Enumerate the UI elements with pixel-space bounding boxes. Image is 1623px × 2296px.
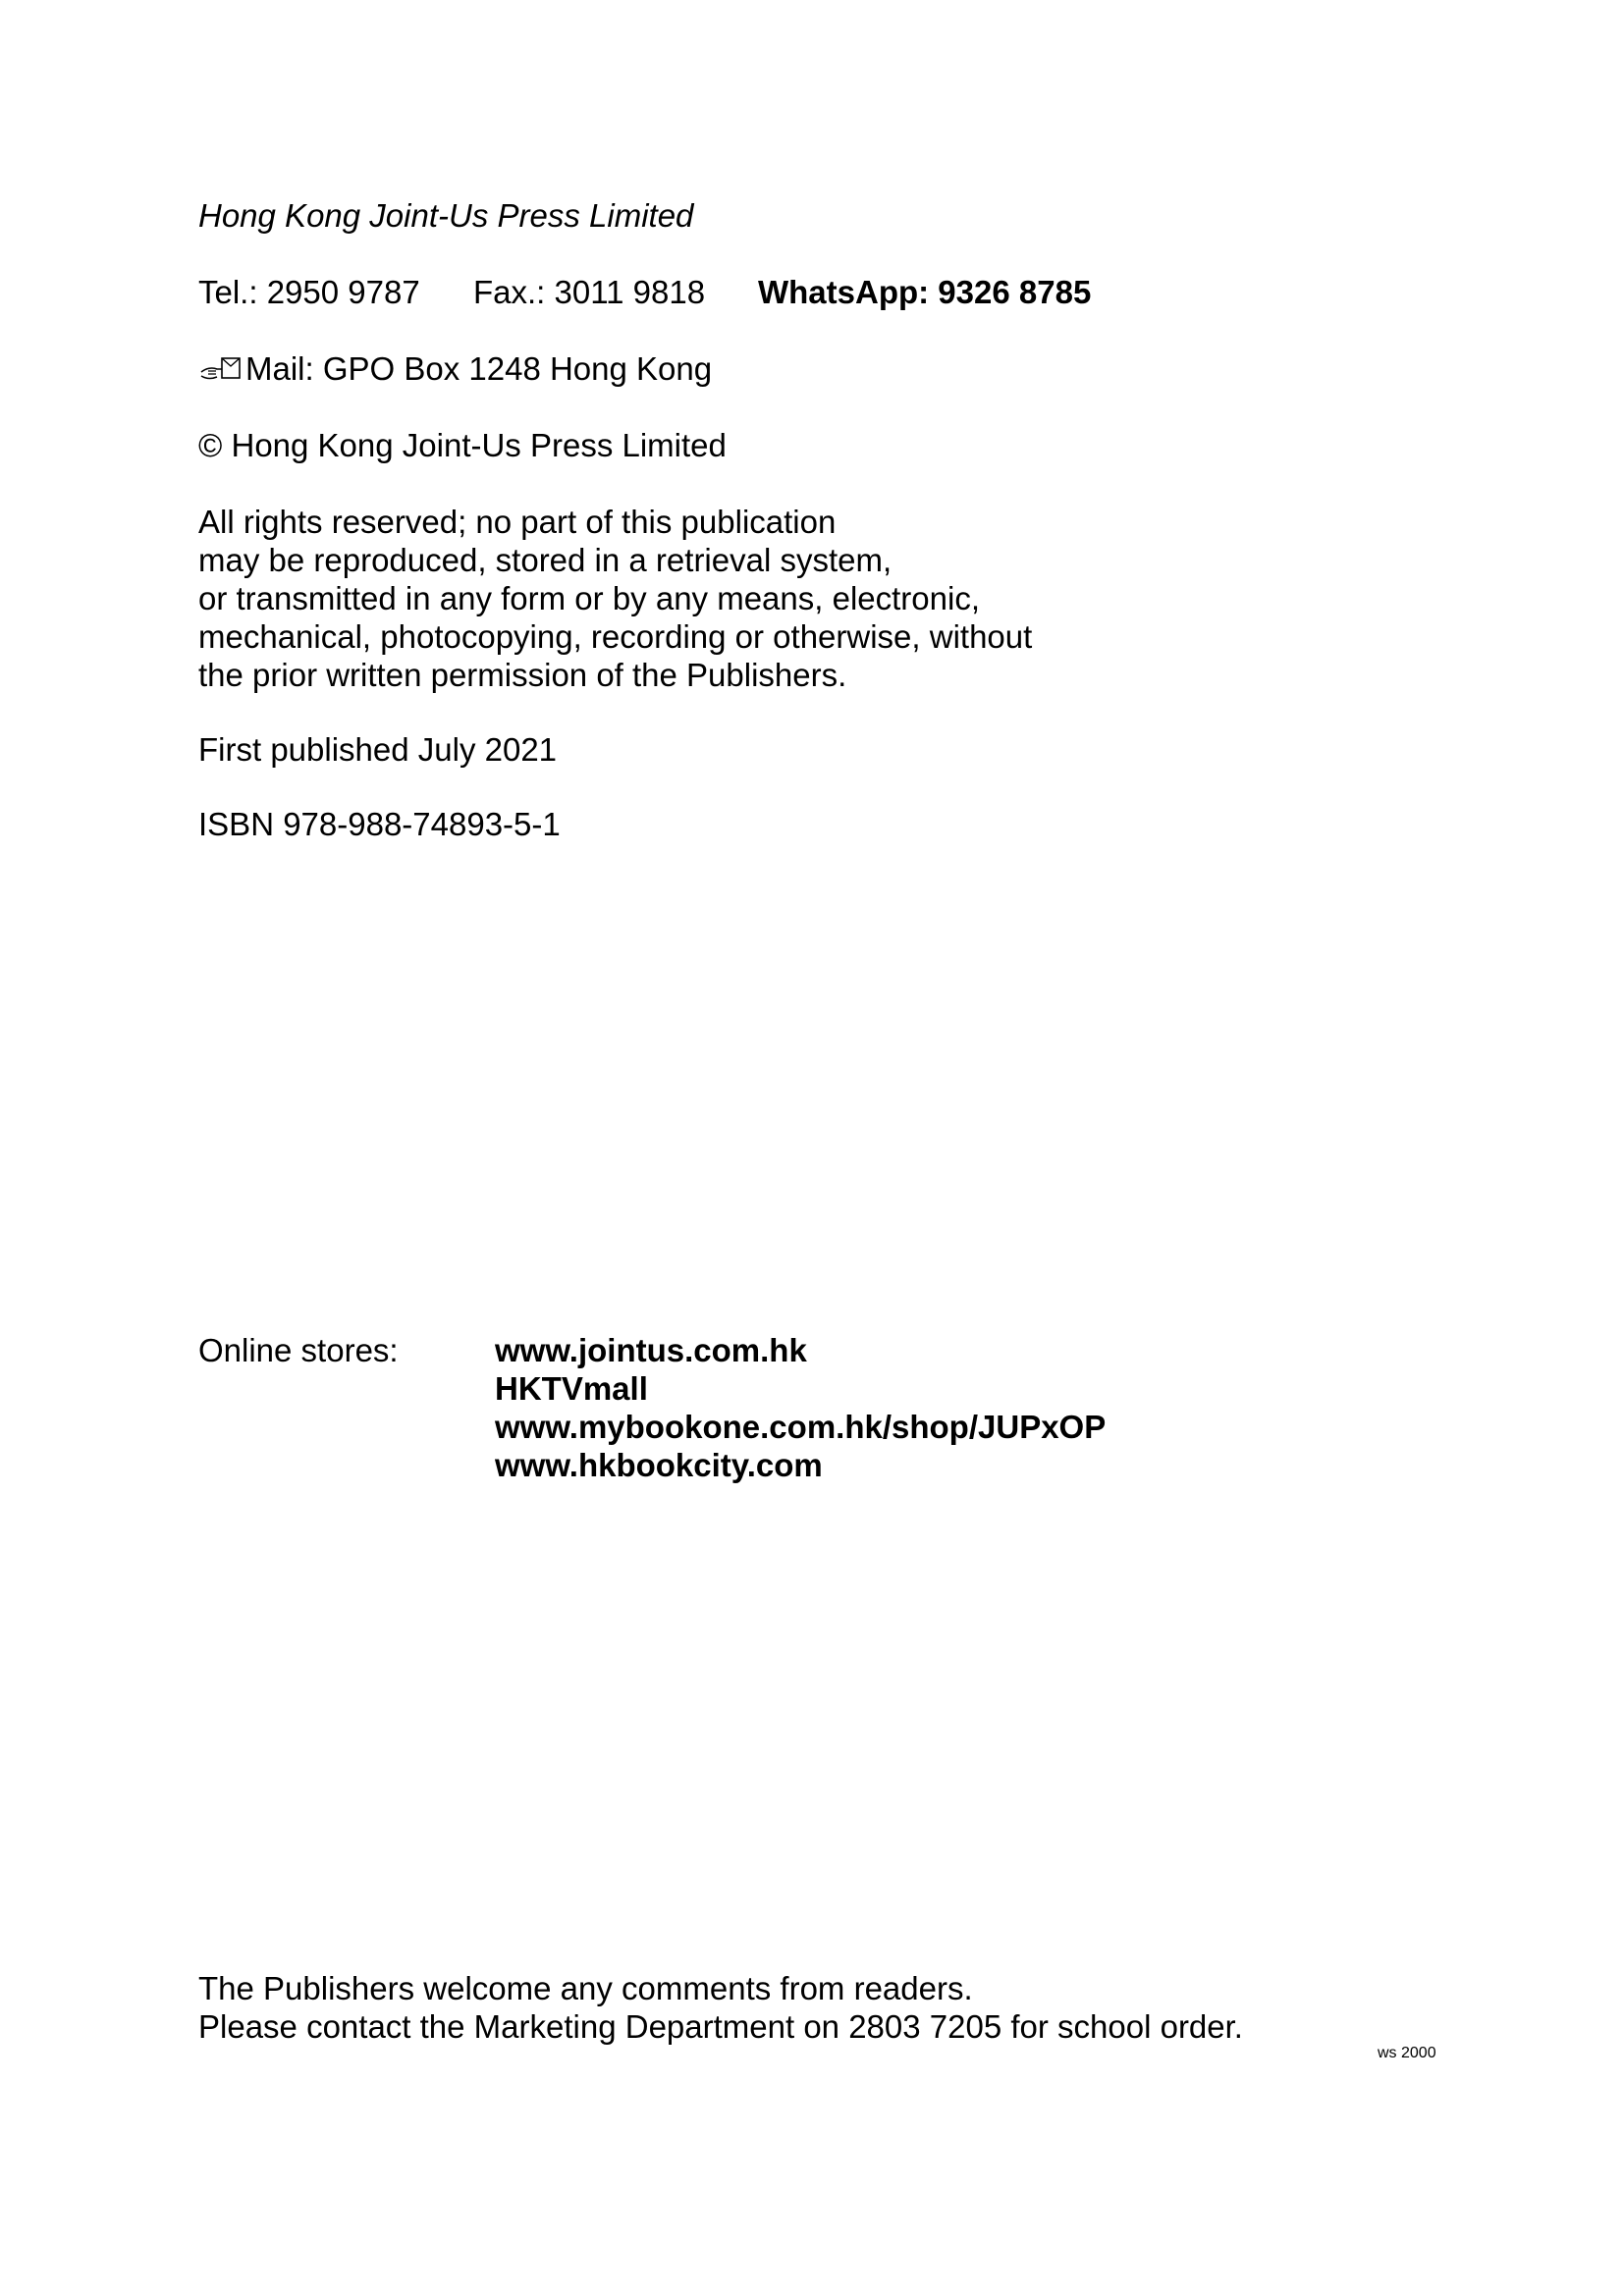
rights-line: the prior written permission of the Publishers. [198, 657, 847, 693]
mail-address: Mail: GPO Box 1248 Hong Kong [245, 350, 713, 387]
print-code: ws 2000 [1378, 2045, 1436, 2061]
first-published-date: First published July 2021 [198, 731, 558, 768]
footer-message [198, 1969, 1243, 2046]
store-link[interactable]: www.mybookone.com.hk/shop/JUPxOP [495, 1409, 1107, 1445]
online-stores-list [495, 1331, 1106, 1484]
store-link[interactable]: www.jointus.com.hk [495, 1332, 807, 1368]
store-link[interactable]: www.hkbookcity.com [495, 1447, 823, 1483]
rights-line: mechanical, photocopying, recording or otherwise, without [198, 618, 1033, 655]
mail-icon [198, 353, 243, 383]
rights-reserved-notice [198, 503, 1032, 694]
footer-line: Please contact the Marketing Department on 2803 7205 for school order. [198, 2008, 1243, 2045]
isbn-number: ISBN 978-988-74893-5-1 [198, 806, 561, 842]
fax-number: Fax.: 3011 9818 [473, 274, 706, 310]
rights-line: may be reproduced, stored in a retrieval system, [198, 542, 893, 578]
rights-line: or transmitted in any form or by any means, electronic, [198, 580, 980, 616]
mail-address-line [198, 349, 712, 388]
footer-line: The Publishers welcome any comments from readers. [198, 1970, 973, 2006]
whatsapp-number: WhatsApp: 9326 8785 [758, 274, 1092, 310]
rights-line: All rights reserved; no part of this publication [198, 504, 837, 540]
contact-line [198, 273, 1091, 311]
publisher-name: Hong Kong Joint-Us Press Limited [198, 197, 694, 234]
telephone-number: Tel.: 2950 9787 [198, 274, 420, 310]
store-name: HKTVmall [495, 1370, 648, 1407]
online-stores-label: Online stores: [198, 1332, 399, 1368]
copyright-notice: © Hong Kong Joint-Us Press Limited [198, 427, 727, 463]
